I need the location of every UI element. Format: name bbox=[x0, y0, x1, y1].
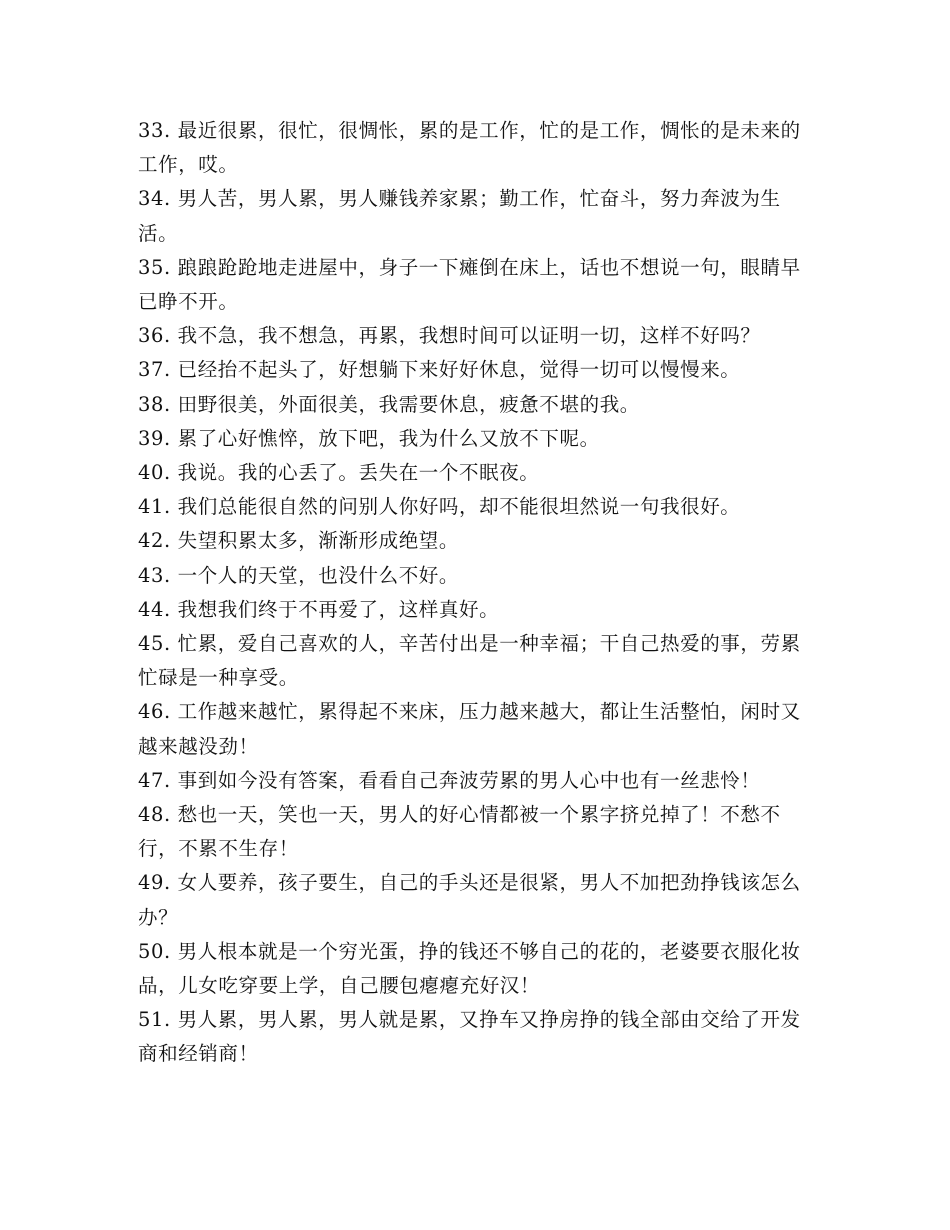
list-item: 39. 累了心好憔悴，放下吧，我为什么又放不下呢。 bbox=[138, 426, 600, 450]
list-item: 42. 失望积累太多，渐渐形成绝望。 bbox=[138, 529, 460, 553]
list-item: 50. 男人根本就是一个穷光蛋，挣的钱还不够自己的花的，老婆要衣服化妆品，儿女吃穿要上学，自己腰包瘪瘪充好汉！ bbox=[138, 939, 801, 998]
list-item: 46. 工作越来越忙，累得起不来床，压力越来越大，都让生活整怕，闲时又越来越没劲！ bbox=[138, 700, 801, 758]
list-item: 35. 踉踉跄跄地走进屋中，身子一下瘫倒在床上，话也不想说一句，眼睛早已睁不开。 bbox=[138, 255, 801, 314]
list-item: 44. 我想我们终于不再爱了，这样真好。 bbox=[138, 597, 500, 621]
list-item: 40. 我说。我的心丢了。丢失在一个不眠夜。 bbox=[138, 461, 540, 485]
list-item: 49. 女人要养，孩子要生，自己的手头还是很紧，男人不加把劲挣钱该怎么办？ bbox=[138, 871, 801, 929]
list-item: 36. 我不急，我不想急，再累，我想时间可以证明一切，这样不好吗？ bbox=[138, 324, 761, 348]
list-item: 48. 愁也一天，笑也一天，男人的好心情都被一个累字挤兑掉了！不愁不行，不累不生存！ bbox=[138, 803, 781, 861]
list-item: 38. 田野很美，外面很美，我需要休息，疲惫不堪的我。 bbox=[138, 392, 640, 416]
list-item: 45. 忙累，爱自己喜欢的人，辛苦付出是一种幸福；干自己热爱的事，劳累忙碌是一种享受。 bbox=[138, 632, 801, 690]
list-item: 51. 男人累，男人累，男人就是累，又挣车又挣房挣的钱全部由交给了开发商和经销商！ bbox=[138, 1008, 801, 1066]
quote-list bbox=[138, 114, 818, 1072]
list-item: 41. 我们总能很自然的问别人你好吗，却不能很坦然说一句我很好。 bbox=[138, 495, 741, 519]
list-item: 34. 男人苦，男人累，男人赚钱养家累；勤工作，忙奋斗，努力奔波为生活。 bbox=[138, 187, 781, 245]
list-item: 37. 已经抬不起头了，好想躺下来好好休息，觉得一切可以慢慢来。 bbox=[138, 358, 741, 382]
list-item: 43. 一个人的天堂，也没什么不好。 bbox=[138, 563, 460, 587]
list-item: 47. 事到如今没有答案，看看自己奔波劳累的男人心中也有一丝悲怜！ bbox=[138, 768, 761, 792]
list-item: 33. 最近很累，很忙，很惆怅，累的是工作，忙的是工作，惆怅的是未来的工作，哎。 bbox=[138, 119, 801, 177]
